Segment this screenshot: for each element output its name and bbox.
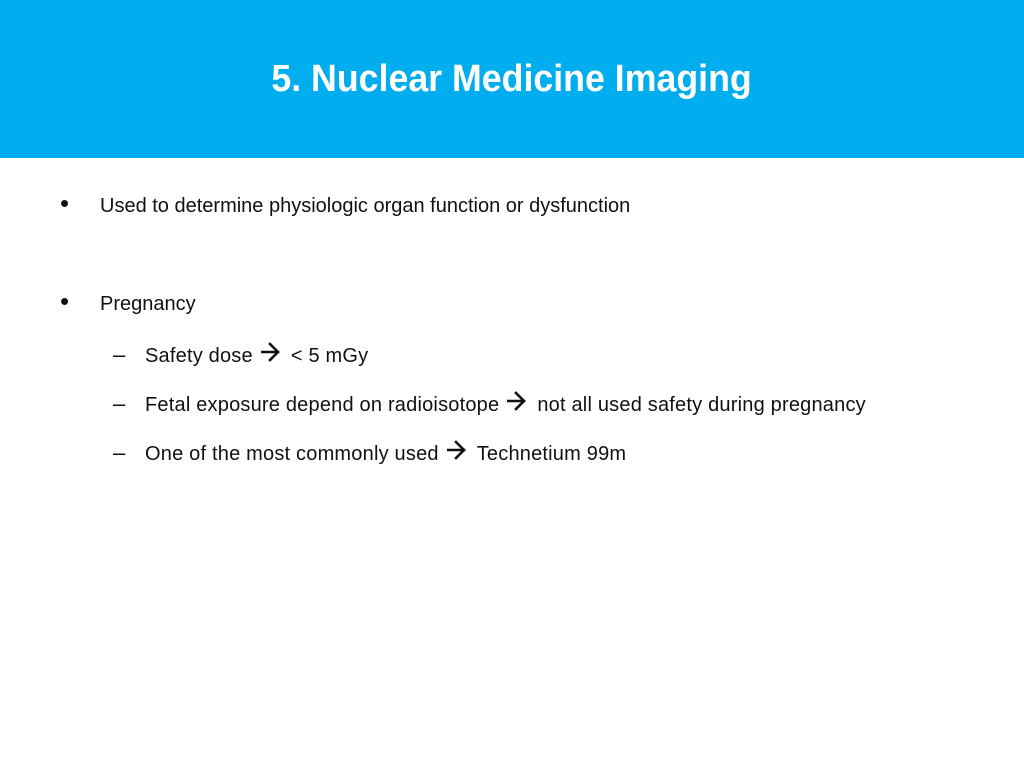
- sub-bullet-text: not all used safety during pregnancy: [537, 394, 866, 416]
- right-arrow-icon: [261, 342, 281, 362]
- sub-bullet-text: One of the most commonly used: [145, 443, 439, 465]
- sub-bullet-text: Safety dose: [145, 345, 253, 367]
- sub-bullet-item: [113, 391, 866, 417]
- sub-bullet-text: Fetal exposure depend on radioisotope: [145, 394, 500, 416]
- bullet-text: Used to determine physiologic organ function or dysfunction: [100, 195, 631, 217]
- bullet-icon: •: [60, 188, 70, 218]
- slide-title: 5. Nuclear Medicine Imaging: [271, 57, 753, 100]
- sub-bullet-item: [113, 342, 368, 368]
- right-arrow-icon: [447, 440, 467, 460]
- right-arrow-icon: [507, 391, 527, 411]
- dash-icon: –: [113, 440, 126, 465]
- sub-bullet-text: < 5 mGy: [290, 345, 369, 367]
- bullet-item: [60, 188, 631, 218]
- sub-bullet-item: [113, 440, 626, 466]
- dash-icon: –: [113, 342, 126, 367]
- bullet-text: Pregnancy: [100, 293, 196, 315]
- sub-bullet-text: Technetium 99m: [476, 443, 627, 465]
- bullet-icon: •: [60, 286, 70, 316]
- dash-icon: –: [113, 391, 126, 416]
- bullet-item: [60, 286, 196, 316]
